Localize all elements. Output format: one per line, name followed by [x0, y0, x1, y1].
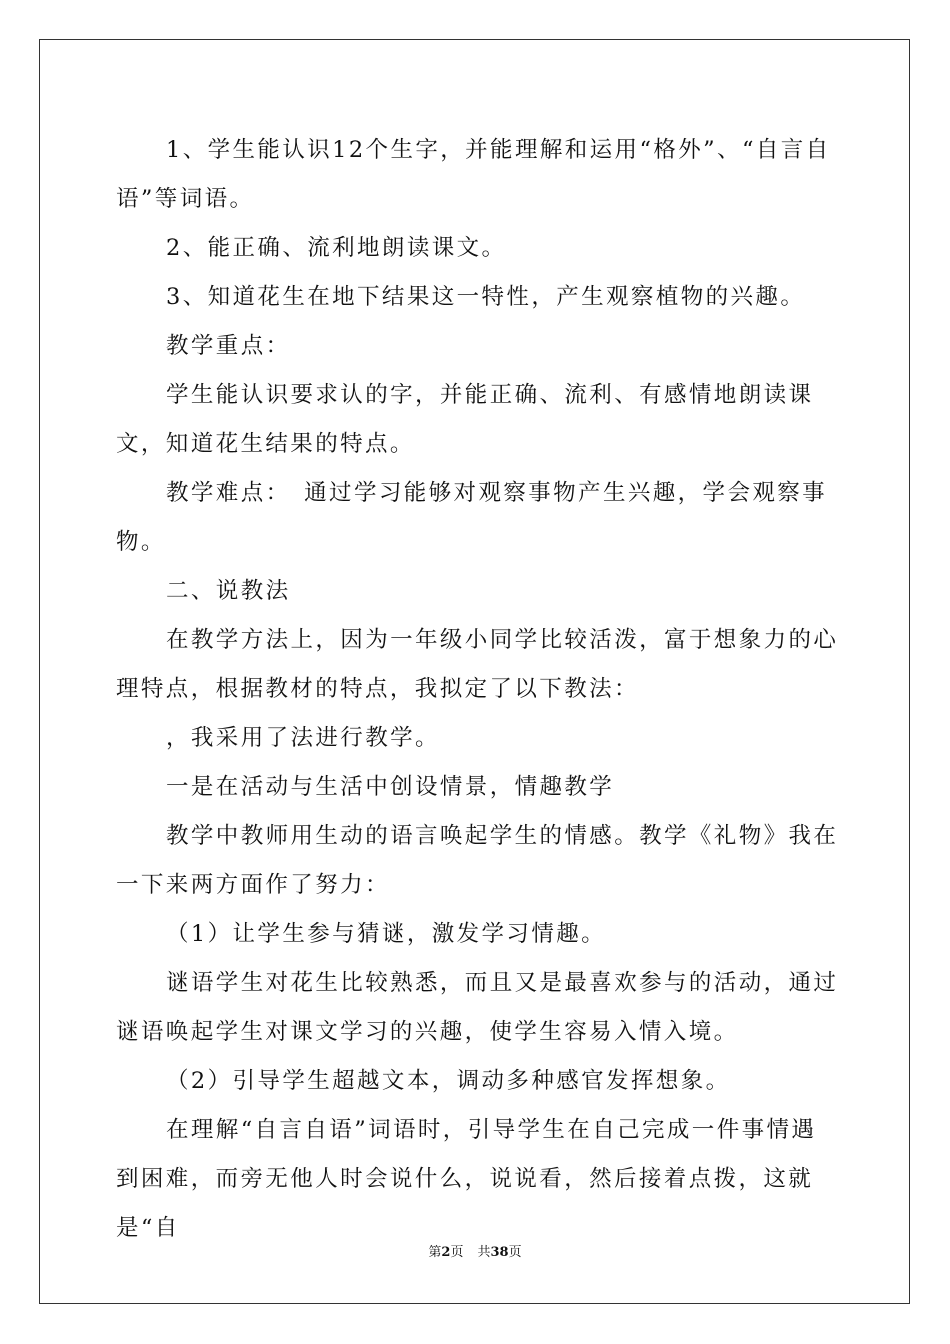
footer-page-current: 2: [441, 1245, 451, 1260]
paragraph: 教学中教师用生动的语言唤起学生的情感。教学《礼物》我在一下来两方面作了努力：: [116, 823, 839, 898]
footer-page-suffix: 页: [450, 1245, 464, 1260]
paragraph: 教学重点：: [166, 333, 291, 359]
footer-total-suffix: 页: [508, 1245, 522, 1260]
paragraph: （2）引导学生超越文本，调动多种感官发挥想象。: [166, 1068, 731, 1094]
paragraph: 1、学生能认识12个生字，并能理解和运用“格外”、“自言自语”等词语。: [116, 137, 831, 212]
paragraph: 谜语学生对花生比较熟悉，而且又是最喜欢参与的活动，通过谜语唤起学生对课文学习的兴趣，使学生容易入情入境。: [116, 970, 839, 1045]
paragraph: （1）让学生参与猜谜，激发学习情趣。: [166, 921, 607, 947]
paragraph: 2、能正确、流利地朗读课文。: [166, 235, 507, 261]
paragraph: 一是在活动与生活中创设情景，情趣教学: [166, 774, 615, 800]
footer-page-total: 38: [490, 1245, 509, 1260]
paragraph: 3、知道花生在地下结果这一特性，产生观察植物的兴趣。: [166, 284, 806, 310]
paragraph: ，我采用了法进行教学。: [166, 725, 440, 751]
document-body: [116, 126, 840, 1253]
paragraph: 在理解“自言自语”词语时，引导学生在自己完成一件事情遇到困难，而旁无他人时会说什么，说说看，然后接着点拨，这就是“自: [116, 1117, 817, 1241]
paragraph: 教学难点： 通过学习能够对观察事物产生兴趣，学会观察事物。: [116, 480, 828, 555]
paragraph: 学生能认识要求认的字，并能正确、流利、有感情地朗读课文，知道花生结果的特点。: [116, 382, 814, 457]
footer-page-prefix: 第: [428, 1245, 442, 1260]
page-footer: [0, 1244, 950, 1262]
paragraph: 在教学方法上，因为一年级小同学比较活泼，富于想象力的心理特点，根据教材的特点，我拟定了以下教法：: [116, 627, 839, 702]
paragraph: 二、说教法: [166, 578, 291, 604]
footer-total-prefix: 共: [477, 1245, 491, 1260]
